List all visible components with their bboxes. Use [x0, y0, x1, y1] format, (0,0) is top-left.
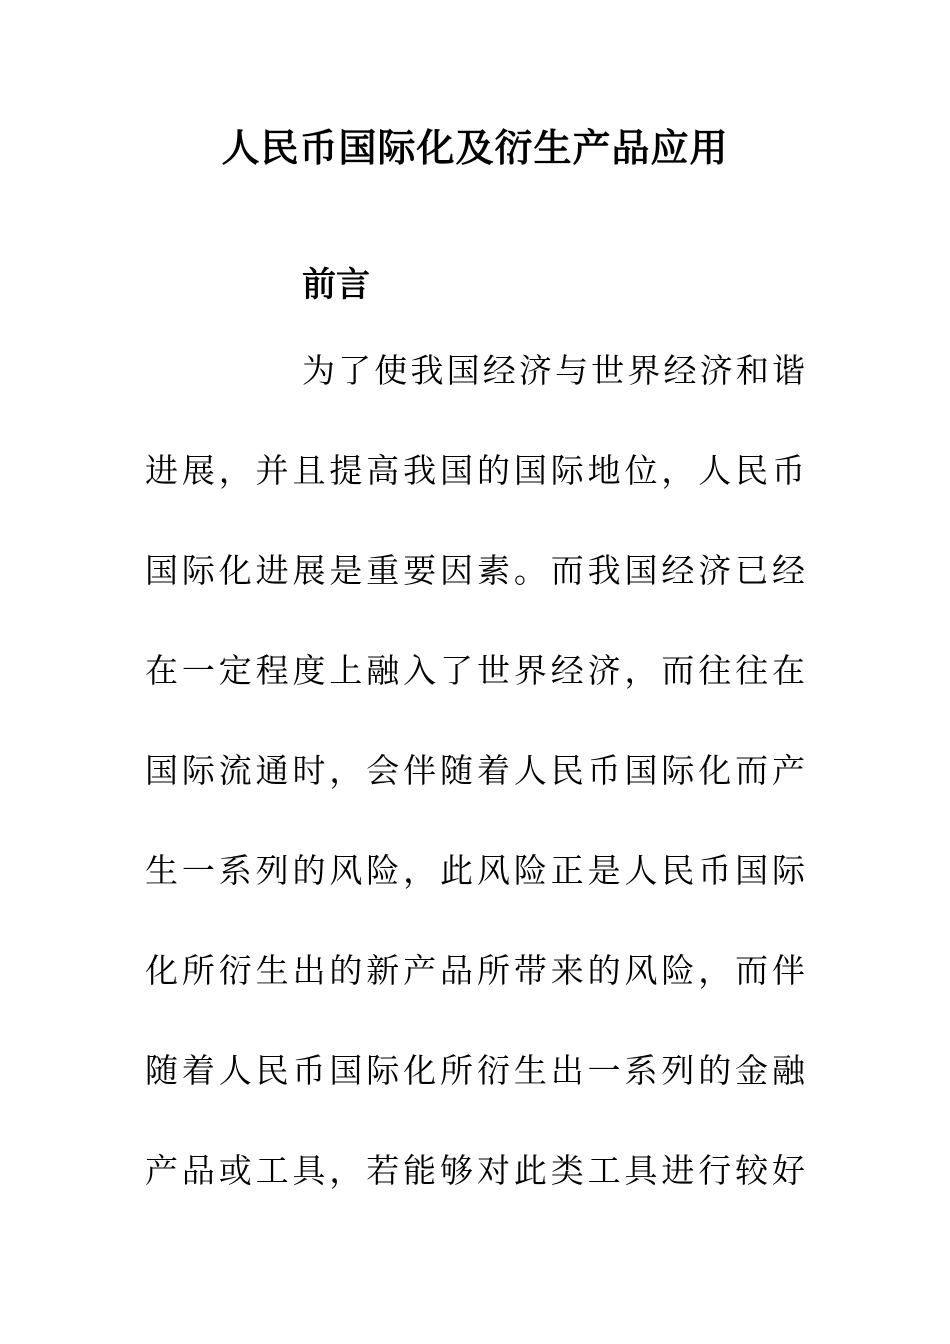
paragraph-line: 化所衍生出的新产品所带来的风险，而伴: [145, 951, 805, 990]
paragraph-line: 进展，并且提高我国的国际地位，人民币: [145, 451, 805, 490]
paragraph-line: 国际流通时，会伴随着人民币国际化而产: [145, 751, 805, 790]
paragraph-line: 为了使我国经济与世界经济和谐: [302, 351, 805, 390]
paragraph-line: 在一定程度上融入了世界经济，而往往在: [145, 651, 805, 690]
paragraph-line: 国际化进展是重要因素。而我国经济已经: [145, 551, 805, 590]
paragraph-line: 产品或工具，若能够对此类工具进行较好: [145, 1151, 805, 1190]
document-title: 人民币国际化及衍生产品应用: [221, 126, 729, 170]
section-heading: 前言: [302, 265, 370, 305]
paragraph-line: 生一系列的风险，此风险正是人民币国际: [145, 851, 805, 890]
paragraph-line: 随着人民币国际化所衍生出一系列的金融: [145, 1051, 805, 1090]
